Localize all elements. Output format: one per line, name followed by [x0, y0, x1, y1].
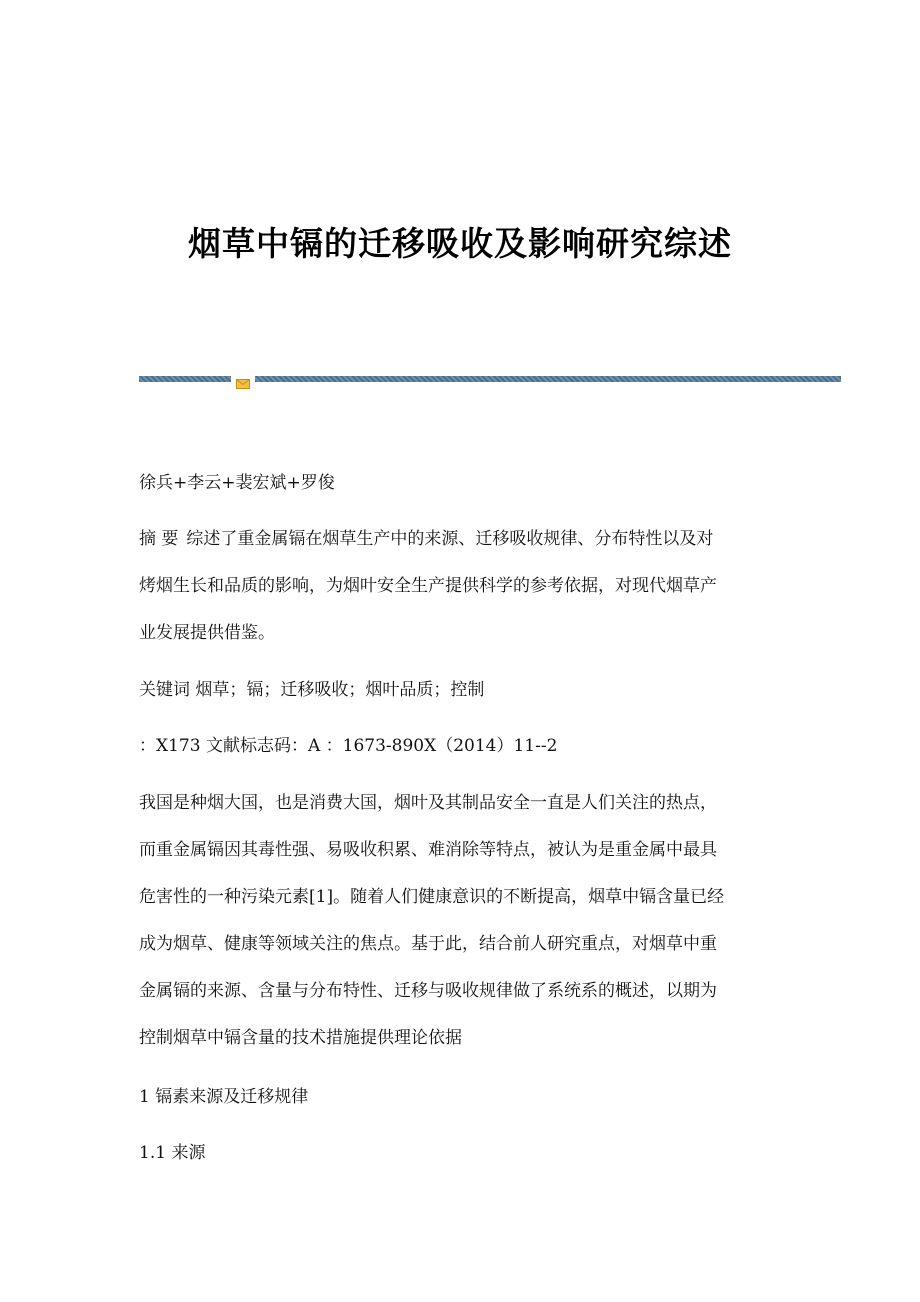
abstract-line-3: 业发展提供借鉴。 [139, 623, 275, 643]
intro-line: 危害性的一种污染元素[1]。随着人们健康意识的不断提高，烟草中镉含量已经 [139, 887, 725, 907]
document-title: 烟草中镉的迁移吸收及影响研究综述 [188, 224, 732, 263]
section-heading-1: 1 镉素来源及迁移规律 [139, 1087, 309, 1107]
authors: 徐兵+李云+裴宏斌+罗俊 [139, 473, 335, 493]
intro-line: 成为烟草、健康等领域关注的焦点。基于此，结合前人研究重点，对烟草中重 [139, 934, 717, 954]
abstract-label: 摘 要 [139, 529, 179, 549]
keywords: 关键词 烟草；镉；迁移吸收；烟叶品质；控制 [139, 680, 485, 700]
intro-line: 金属镉的来源、含量与分布特性、迁移与吸收规律做了系统系的概述，以期为 [139, 981, 717, 1001]
section-heading-1-1: 1.1 来源 [139, 1143, 206, 1163]
abstract-line-1 [139, 516, 717, 563]
abstract-text-1: 综述了重金属镉在烟草生产中的来源、迁移吸收规律、分布特性以及对 [186, 529, 714, 549]
abstract [139, 516, 717, 657]
divider-left-segment [139, 376, 231, 382]
classification-info: ：X173 文献标志码：A ：1673-890X（2014）11--2 [139, 736, 558, 756]
title-divider [139, 374, 841, 384]
envelope-icon [236, 374, 250, 384]
intro-line: 而重金属镉因其毒性强、易吸收积累、难消除等特点，被认为是重金属中最具 [139, 840, 717, 860]
intro-line: 控制烟草中镉含量的技术措施提供理论依据 [139, 1028, 462, 1048]
divider-right-segment [255, 376, 841, 382]
intro-line: 我国是种烟大国，也是消费大国，烟叶及其制品安全一直是人们关注的热点， [139, 793, 717, 813]
abstract-line-2: 烤烟生长和品质的影响，为烟叶安全生产提供科学的参考依据，对现代烟草产 [139, 576, 717, 596]
introduction [139, 780, 724, 1062]
